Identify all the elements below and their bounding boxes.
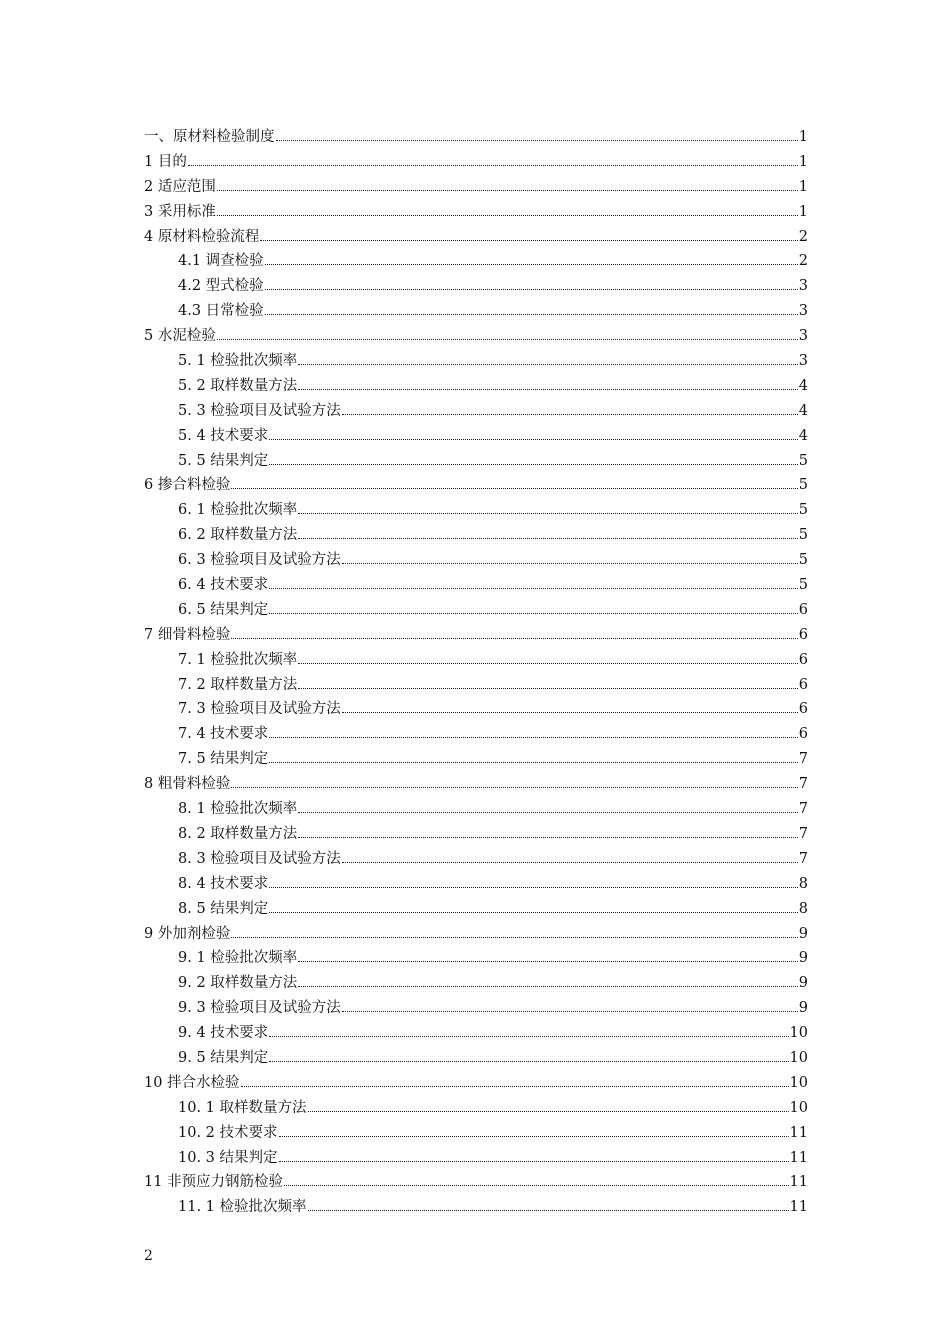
toc-entry[interactable]: [144, 598, 808, 623]
toc-entry-label: 11. 1 检验批次频率: [178, 1199, 307, 1216]
toc-entry-page: 6: [798, 726, 808, 743]
toc-entry-page: 6: [798, 676, 808, 693]
toc-entry-page: 6: [798, 601, 808, 618]
toc-entry-page: 6: [798, 626, 808, 643]
toc-dot-leader: [298, 513, 797, 514]
toc-entry-label: 5. 2 取样数量方法: [178, 377, 298, 394]
toc-entry-page: 3: [798, 278, 808, 295]
toc-entry[interactable]: [144, 822, 808, 847]
toc-entry-label: 7. 1 检验批次频率: [178, 651, 298, 668]
toc-dot-leader: [231, 937, 797, 938]
toc-entry[interactable]: [144, 225, 808, 250]
toc-entry-page: 1: [798, 153, 808, 170]
toc-dot-leader: [217, 339, 798, 340]
toc-entry-page: 10: [789, 1099, 808, 1116]
toc-dot-leader: [269, 439, 797, 440]
toc-entry-page: 3: [798, 303, 808, 320]
toc-entry[interactable]: [144, 1146, 808, 1171]
toc-entry[interactable]: [144, 623, 808, 648]
toc-dot-leader: [279, 1136, 789, 1137]
toc-entry[interactable]: [144, 1096, 808, 1121]
toc-entry[interactable]: [144, 175, 808, 200]
toc-entry-label: 10. 3 结果判定: [178, 1149, 278, 1166]
toc-entry-label: 10 拌合水检验: [144, 1074, 240, 1091]
toc-entry-page: 2: [798, 228, 808, 245]
toc-dot-leader: [342, 563, 798, 564]
toc-entry-label: 8. 4 技术要求: [178, 875, 269, 892]
toc-entry[interactable]: [144, 299, 808, 324]
toc-entry-page: 1: [798, 129, 808, 145]
toc-entry[interactable]: [144, 1170, 808, 1195]
toc-entry[interactable]: [144, 573, 808, 598]
toc-dot-leader: [342, 414, 798, 415]
toc-entry-label: 5. 4 技术要求: [178, 427, 269, 444]
toc-entry-page: 1: [798, 178, 808, 195]
toc-entry-page: 8: [798, 900, 808, 917]
toc-dot-leader: [231, 488, 797, 489]
toc-entry-page: 7: [798, 776, 808, 793]
toc-entry[interactable]: [144, 897, 808, 922]
toc-entry-label: 3 采用标准: [144, 203, 216, 220]
toc-entry[interactable]: [144, 946, 808, 971]
toc-entry-page: 5: [798, 452, 808, 469]
toc-dot-leader: [269, 588, 797, 589]
toc-entry[interactable]: [144, 449, 808, 474]
page-number: 2: [144, 1248, 153, 1264]
table-of-contents: [144, 125, 808, 1220]
toc-dot-leader: [265, 314, 798, 315]
toc-dot-leader: [279, 1161, 789, 1162]
toc-entry-label: 10. 1 取样数量方法: [178, 1099, 307, 1116]
toc-entry[interactable]: [144, 399, 808, 424]
toc-entry-page: 8: [798, 875, 808, 892]
toc-entry[interactable]: [144, 1121, 808, 1146]
toc-entry[interactable]: [144, 523, 808, 548]
toc-entry[interactable]: [144, 772, 808, 797]
toc-entry-label: 8 粗骨料检验: [144, 776, 231, 793]
toc-entry-label: 一、原材料检验制度: [144, 129, 275, 145]
toc-dot-leader: [298, 812, 797, 813]
toc-dot-leader: [298, 986, 797, 987]
toc-dot-leader: [298, 837, 797, 838]
toc-entry[interactable]: [144, 249, 808, 274]
toc-entry[interactable]: [144, 498, 808, 523]
toc-entry-label: 4 原材料检验流程: [144, 228, 260, 245]
toc-entry-label: 6. 4 技术要求: [178, 577, 269, 594]
toc-entry-label: 9. 2 取样数量方法: [178, 975, 298, 992]
toc-dot-leader: [298, 364, 797, 365]
toc-entry-page: 1: [798, 203, 808, 220]
toc-entry[interactable]: [144, 673, 808, 698]
toc-entry-label: 9. 1 检验批次频率: [178, 950, 298, 967]
toc-dot-leader: [217, 190, 798, 191]
toc-entry-page: 9: [798, 925, 808, 942]
toc-entry-label: 7. 2 取样数量方法: [178, 676, 298, 693]
toc-entry-label: 9. 5 结果判定: [178, 1049, 269, 1066]
toc-entry-label: 6. 3 检验项目及试验方法: [178, 552, 341, 569]
toc-entry-label: 9. 3 检验项目及试验方法: [178, 1000, 341, 1017]
toc-entry-label: 4.1 调查检验: [178, 253, 264, 270]
toc-dot-leader: [269, 464, 797, 465]
toc-dot-leader: [298, 961, 797, 962]
toc-entry-label: 5. 3 检验项目及试验方法: [178, 402, 341, 419]
toc-entry-page: 11: [789, 1199, 808, 1216]
toc-entry-label: 7. 5 结果判定: [178, 751, 269, 768]
toc-entry[interactable]: [144, 150, 808, 175]
toc-dot-leader: [241, 1086, 789, 1087]
toc-entry-page: 6: [798, 701, 808, 718]
toc-entry-page: 3: [798, 328, 808, 345]
toc-dot-leader: [342, 712, 798, 713]
toc-entry-label: 7 细骨料检验: [144, 626, 231, 643]
toc-entry-label: 10. 2 技术要求: [178, 1124, 278, 1141]
toc-entry-page: 7: [798, 850, 808, 867]
toc-entry-label: 5. 5 结果判定: [178, 452, 269, 469]
toc-entry[interactable]: [144, 473, 808, 498]
toc-entry-page: 4: [798, 427, 808, 444]
toc-entry-page: 7: [798, 801, 808, 818]
toc-entry-label: 8. 2 取样数量方法: [178, 825, 298, 842]
toc-entry-label: 11 非预应力钢筋检验: [144, 1174, 284, 1191]
toc-entry[interactable]: [144, 797, 808, 822]
toc-entry-label: 8. 3 检验项目及试验方法: [178, 850, 341, 867]
toc-dot-leader: [298, 538, 797, 539]
toc-entry-label: 7. 3 检验项目及试验方法: [178, 701, 341, 718]
toc-entry-page: 5: [798, 577, 808, 594]
toc-dot-leader: [276, 140, 798, 141]
toc-entry-page: 4: [798, 377, 808, 394]
toc-dot-leader: [269, 887, 797, 888]
toc-dot-leader: [217, 215, 798, 216]
toc-dot-leader: [269, 912, 797, 913]
toc-entry-label: 7. 4 技术要求: [178, 726, 269, 743]
toc-entry[interactable]: [144, 349, 808, 374]
toc-entry-label: 1 目的: [144, 153, 187, 170]
toc-entry[interactable]: [144, 971, 808, 996]
toc-entry[interactable]: [144, 274, 808, 299]
toc-dot-leader: [298, 389, 797, 390]
toc-entry-page: 5: [798, 552, 808, 569]
toc-entry-page: 10: [789, 1025, 808, 1042]
toc-entry-label: 8. 1 检验批次频率: [178, 801, 298, 818]
toc-dot-leader: [284, 1185, 788, 1186]
toc-dot-leader: [342, 1011, 798, 1012]
toc-entry[interactable]: [144, 424, 808, 449]
toc-entry-page: 10: [789, 1049, 808, 1066]
toc-entry[interactable]: [144, 722, 808, 747]
toc-entry-label: 6. 1 检验批次频率: [178, 502, 298, 519]
toc-dot-leader: [188, 165, 798, 166]
toc-entry-page: 5: [798, 527, 808, 544]
toc-entry[interactable]: [144, 996, 808, 1021]
toc-entry[interactable]: [144, 1071, 808, 1096]
toc-dot-leader: [260, 240, 797, 241]
toc-entry[interactable]: [144, 374, 808, 399]
toc-entry-label: 4.3 日常检验: [178, 303, 264, 320]
toc-entry[interactable]: [144, 1046, 808, 1071]
toc-entry-page: 2: [798, 253, 808, 270]
toc-entry-label: 5 水泥检验: [144, 328, 216, 345]
toc-entry-label: 6. 2 取样数量方法: [178, 527, 298, 544]
toc-entry[interactable]: [144, 1021, 808, 1046]
toc-entry-label: 2 适应范围: [144, 178, 216, 195]
toc-entry[interactable]: [144, 200, 808, 225]
toc-dot-leader: [342, 862, 798, 863]
toc-entry-page: 7: [798, 825, 808, 842]
toc-entry-page: 7: [798, 751, 808, 768]
toc-entry-label: 4.2 型式检验: [178, 278, 264, 295]
toc-dot-leader: [308, 1111, 789, 1112]
toc-dot-leader: [265, 289, 798, 290]
toc-dot-leader: [308, 1210, 789, 1211]
toc-entry-page: 6: [798, 651, 808, 668]
toc-entry[interactable]: [144, 922, 808, 947]
toc-entry-page: 4: [798, 402, 808, 419]
toc-dot-leader: [269, 613, 797, 614]
toc-entry-page: 11: [789, 1149, 808, 1166]
toc-entry-page: 9: [798, 975, 808, 992]
toc-dot-leader: [231, 638, 797, 639]
toc-entry-page: 11: [789, 1124, 808, 1141]
toc-dot-leader: [269, 1036, 788, 1037]
toc-entry-page: 9: [798, 1000, 808, 1017]
toc-entry[interactable]: [144, 324, 808, 349]
toc-entry[interactable]: [144, 747, 808, 772]
toc-entry-label: 6 掺合料检验: [144, 477, 231, 494]
toc-entry[interactable]: [144, 125, 808, 150]
toc-dot-leader: [265, 264, 798, 265]
toc-entry[interactable]: [144, 872, 808, 897]
toc-dot-leader: [298, 688, 797, 689]
toc-dot-leader: [298, 663, 797, 664]
toc-dot-leader: [269, 1061, 788, 1062]
toc-entry-page: 10: [789, 1074, 808, 1091]
toc-entry[interactable]: [144, 847, 808, 872]
toc-entry-page: 3: [798, 353, 808, 370]
toc-entry-label: 9 外加剂检验: [144, 925, 231, 942]
toc-entry-label: 8. 5 结果判定: [178, 900, 269, 917]
toc-entry-label: 9. 4 技术要求: [178, 1025, 269, 1042]
toc-dot-leader: [231, 787, 797, 788]
toc-dot-leader: [269, 762, 797, 763]
toc-entry-label: 5. 1 检验批次频率: [178, 353, 298, 370]
toc-entry[interactable]: [144, 1195, 808, 1220]
toc-entry-label: 6. 5 结果判定: [178, 601, 269, 618]
toc-entry-page: 5: [798, 502, 808, 519]
toc-entry[interactable]: [144, 648, 808, 673]
toc-entry[interactable]: [144, 548, 808, 573]
toc-dot-leader: [269, 737, 797, 738]
toc-entry-page: 5: [798, 477, 808, 494]
toc-entry[interactable]: [144, 697, 808, 722]
toc-entry-page: 11: [789, 1174, 808, 1191]
toc-entry-page: 9: [798, 950, 808, 967]
